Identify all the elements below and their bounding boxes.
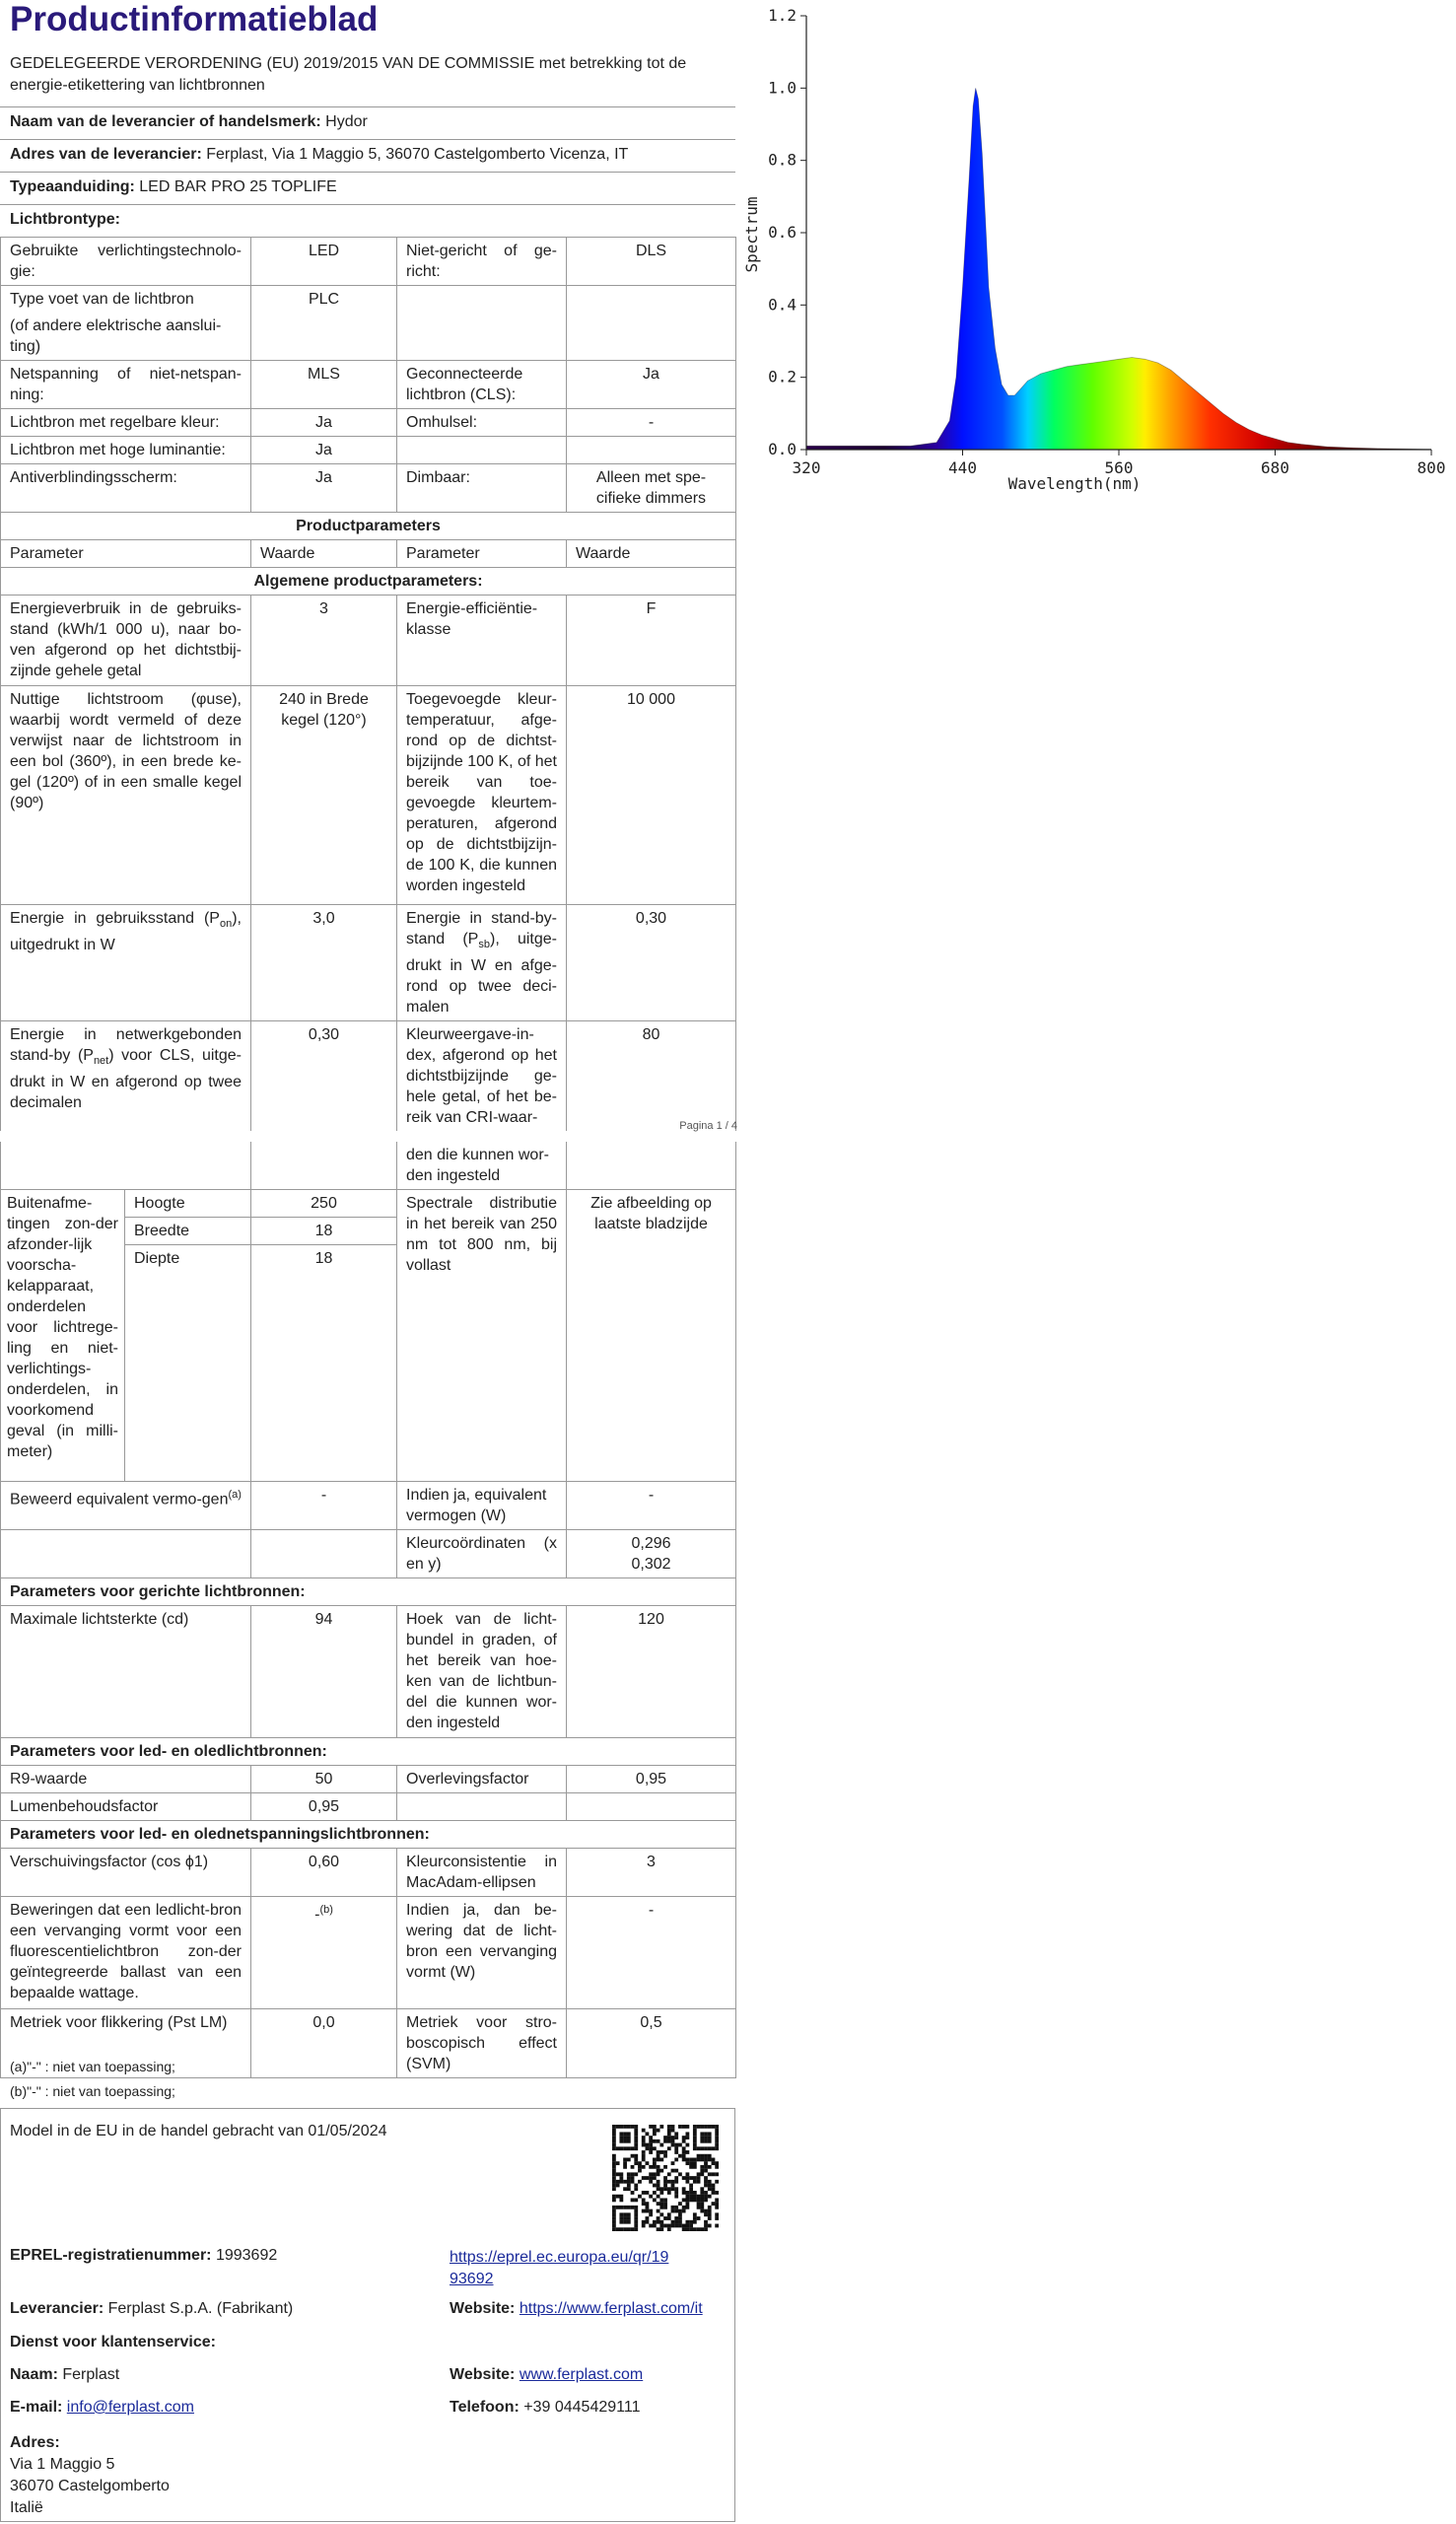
page-1	[0, 0, 737, 1132]
page-title: Productinformatieblad	[10, 0, 379, 38]
x-tick-label: 440	[948, 458, 977, 477]
y-axis-label: Spectrum	[742, 196, 761, 273]
cell-param	[1, 1021, 251, 1132]
table-row	[1, 1897, 736, 2009]
cell-value: 94	[251, 1606, 397, 1738]
cell-value: 0,95	[567, 1766, 736, 1793]
type-row	[0, 172, 735, 202]
cell-value: 0,60	[251, 1849, 397, 1897]
section-heading: Productparameters	[1, 513, 736, 540]
phone-value: +39 0445429111	[523, 2399, 641, 2416]
email-row	[10, 2399, 194, 2417]
cell-value	[567, 1530, 736, 1578]
cell-value: 0,5	[567, 2009, 736, 2078]
lightsource-heading: Lichtbrontype:	[0, 204, 735, 235]
cell-param	[1, 286, 251, 361]
cell-value: Ja	[251, 409, 397, 437]
cell-value: MLS	[251, 361, 397, 409]
cell-param: Overlevingsfactor	[397, 1766, 567, 1793]
page-number: Pagina 1 / 4	[679, 1120, 737, 1132]
cell-value	[251, 1897, 397, 2009]
cell-value: PLC	[251, 286, 397, 361]
service-website-row	[450, 2366, 643, 2384]
cell-param: Kleurweergave-in-dex, afgerond op het dichtstbijzijnde ge-hele getal, of het be-reik van CRI-waar-	[397, 1021, 567, 1132]
x-tick-label: 560	[1104, 458, 1134, 477]
service-name-row	[10, 2366, 119, 2384]
cell-param: Nuttige lichtstroom (φuse), waarbij wordt vermeld of deze verwijst naar de lichtstroom in een bol (360º), in een brede ke-gel (120º) of in een smalle kegel (90º)	[1, 686, 251, 905]
eprel-link-line: https://eprel.ec.europa.eu/qr/19	[450, 2249, 669, 2266]
cell-text: Energie in netwerkgebonden stand-by (P	[10, 1026, 242, 1065]
cell-param	[1, 1482, 251, 1530]
dimension-value: 250	[251, 1190, 397, 1218]
cell-value: -	[567, 1897, 736, 2009]
y-tick-label: 0.4	[768, 295, 797, 315]
cell-subscript: sb	[478, 939, 490, 951]
cell-param: Niet-gericht of ge-richt:	[397, 238, 567, 286]
parameters-table-continued	[0, 1142, 736, 2078]
website-row	[450, 2300, 703, 2318]
cell-text: Beweerd equivalent vermo-gen	[10, 1491, 229, 1508]
column-header: Parameter	[1, 540, 251, 568]
supplier-row	[10, 2300, 293, 2318]
cell-param-line: (of andere elektrische aanslui-ting)	[10, 317, 222, 355]
table-row	[1, 1530, 736, 1578]
cell-param: Lumenbehoudsfactor	[1, 1793, 251, 1821]
address-block	[10, 2432, 170, 2519]
phone-label: Telefoon:	[450, 2399, 520, 2416]
cell-param: R9-waarde	[1, 1766, 251, 1793]
eprel-label: EPREL-registratienummer:	[10, 2247, 212, 2264]
cell-param: Kleurconsistentie in MacAdam-ellipsen	[397, 1849, 567, 1897]
supplier-name-label: Naam van de leverancier of handelsmerk:	[10, 113, 321, 130]
cell-superscript: (a)	[228, 1489, 242, 1501]
y-tick-label: 0.0	[768, 440, 797, 458]
cell-text: ) voor CLS, uitge-drukt in W en afgerond op twee decimalen	[10, 1047, 242, 1112]
cell-value: 0,0	[251, 2009, 397, 2078]
cell-param: Netspanning of niet-netspan-ning:	[1, 361, 251, 409]
service-name-value: Ferplast	[62, 2366, 120, 2383]
address-line: Via 1 Maggio 5	[10, 2456, 115, 2473]
supplier-name-value: Hydor	[325, 113, 368, 130]
cell-value: Alleen met spe-cifieke dimmers	[567, 464, 736, 513]
cell-param: Beweringen dat een ledlicht-bron een vervanging vormt voor een fluorescentielichtbron zon-der geïntegreerde ballast van een bepaalde wattage.	[1, 1897, 251, 2009]
cell-value: LED	[251, 238, 397, 286]
cell-value: 3,0	[251, 905, 397, 1021]
cell-subscript: net	[93, 1055, 109, 1068]
cell-param: Hoek van de licht-bundel in graden, of het bereik van hoe-ken van de lichtbun-del die kunnen wor-den ingesteld	[397, 1606, 567, 1738]
cell-param: Metriek voor flikkering (Pst LM)	[1, 2009, 251, 2078]
cell-text: Energie in gebruiksstand (P	[10, 910, 220, 927]
cell-value	[567, 286, 736, 361]
address-label: Adres:	[10, 2434, 60, 2451]
cell-value	[567, 1142, 736, 1190]
cell-param	[1, 1142, 251, 1190]
table-row	[1, 1190, 736, 1218]
y-tick-label: 0.6	[768, 223, 797, 242]
table-row	[1, 540, 736, 568]
table-row	[1, 1142, 736, 1190]
email-label: E-mail:	[10, 2399, 63, 2416]
cell-value	[251, 1142, 397, 1190]
customer-service-heading: Dienst voor klantenservice:	[10, 2334, 216, 2350]
table-row	[1, 286, 736, 361]
cell-value: Ja	[567, 361, 736, 409]
service-website-link[interactable]: www.ferplast.com	[519, 2366, 644, 2383]
cell-value	[567, 437, 736, 464]
cell-param	[397, 905, 567, 1021]
market-date-text: Model in de EU in de handel gebracht van 01/05/2024	[10, 2123, 387, 2139]
y-tick-label: 0.8	[768, 150, 797, 170]
table-row	[1, 464, 736, 513]
cell-text: Energie in stand-by-stand (P	[406, 910, 557, 947]
section-heading: Parameters voor led- en olednetspanningslichtbronnen:	[1, 1821, 736, 1849]
cell-value: -	[251, 1482, 397, 1530]
table-row	[1, 686, 736, 905]
cell-value: F	[567, 596, 736, 686]
cell-param	[1, 905, 251, 1021]
table-row	[1, 513, 736, 540]
cell-value: Zie afbeelding op laatste bladzijde	[567, 1190, 736, 1482]
cell-value	[567, 1793, 736, 1821]
section-heading: Parameters voor led- en oledlichtbronnen:	[1, 1738, 736, 1766]
cell-text: ), uitge-drukt in W en afge-rond op twee deci-malen	[406, 931, 557, 1017]
y-tick-label: 1.2	[768, 8, 797, 25]
eprel-info-box	[0, 2108, 735, 2522]
cell-value: 240 in Brede kegel (120°)	[251, 686, 397, 905]
cell-value: 120	[567, 1606, 736, 1738]
cell-value: 80	[567, 1021, 736, 1132]
regulation-subtitle: GEDELEGEERDE VERORDENING (EU) 2019/2015 VAN DE COMMISSIE met betrekking tot de energie-etikettering van lichtbronnen	[10, 55, 687, 94]
cell-value: Ja	[251, 464, 397, 513]
supplier-label: Leverancier:	[10, 2300, 104, 2317]
cell-param: Kleurcoördinaten (x en y)	[397, 1530, 567, 1578]
column-header: Waarde	[251, 540, 397, 568]
x-tick-label: 800	[1417, 458, 1446, 477]
chroma-y: 0,302	[631, 1556, 671, 1573]
cell-param: Metriek voor stro-boscopisch effect (SVM)	[397, 2009, 567, 2078]
table-row	[1, 1821, 736, 1849]
section-heading: Algemene productparameters:	[1, 568, 736, 596]
footnote-a: (a)"-" : niet van toepassing;	[10, 2059, 175, 2074]
cell-value: 3	[567, 1849, 736, 1897]
dimension-value: 18	[251, 1218, 397, 1245]
cell-text: -	[314, 1906, 320, 1924]
cell-value: 50	[251, 1766, 397, 1793]
website-label: Website:	[450, 2300, 516, 2317]
cell-value: -	[567, 1482, 736, 1530]
table-row	[1, 1738, 736, 1766]
section-heading: Parameters voor gerichte lichtbronnen:	[1, 1578, 736, 1606]
type-value: LED BAR PRO 25 TOPLIFE	[139, 178, 337, 195]
lightsource-table	[0, 237, 736, 1131]
column-header: Waarde	[567, 540, 736, 568]
type-label: Typeaanduiding:	[10, 178, 135, 195]
footnote-b: (b)"-" : niet van toepassing;	[10, 2083, 175, 2099]
cell-param: Dimbaar:	[397, 464, 567, 513]
cell-param-line: Type voet van de lichtbron	[10, 291, 194, 308]
column-header: Parameter	[397, 540, 567, 568]
cell-param	[397, 1793, 567, 1821]
cell-param: Indien ja, equivalent vermogen (W)	[397, 1482, 567, 1530]
cell-param: Toegevoegde kleur-temperatuur, afge-rond op de dichtst-bijzijnde 100 K, of het bereik van toe-gevoegde kleurtem-peraturen, afgerond op de dichtstbijzijn-de 100 K, die kunnen worden ingesteld	[397, 686, 567, 905]
table-row	[1, 1482, 736, 1530]
cell-param	[1, 1530, 251, 1578]
cell-param: Geconnecteerde lichtbron (CLS):	[397, 361, 567, 409]
y-tick-label: 0.2	[768, 367, 797, 386]
cell-param: Spectrale distributie in het bereik van 250 nm tot 800 nm, bij vollast	[397, 1190, 567, 1482]
cell-param: Lichtbron met regelbare kleur:	[1, 409, 251, 437]
x-tick-label: 320	[792, 458, 821, 477]
eprel-link[interactable]	[450, 2249, 668, 2287]
address-line: 36070 Castelgomberto	[10, 2478, 170, 2494]
cell-param	[397, 286, 567, 361]
cell-param: Energie-efficiëntie-klasse	[397, 596, 567, 686]
chroma-x: 0,296	[631, 1535, 671, 1552]
email-link[interactable]: info@ferplast.com	[66, 2399, 194, 2416]
service-website-label: Website:	[450, 2366, 516, 2383]
cell-value: Ja	[251, 437, 397, 464]
cell-value: DLS	[567, 238, 736, 286]
table-row	[1, 1021, 736, 1132]
cell-param: Energieverbruik in de gebruiks-stand (kWh/1 000 u), naar bo-ven afgerond op het dichtstbij-zijnde gehele getal	[1, 596, 251, 686]
table-row	[1, 1606, 736, 1738]
cell-value	[251, 1530, 397, 1578]
cell-value: 0,30	[251, 1021, 397, 1132]
eprel-link-block	[450, 2247, 668, 2290]
table-row	[1, 1766, 736, 1793]
cell-text: ), uitgedrukt in W	[10, 910, 242, 954]
cell-param: Omhulsel:	[397, 409, 567, 437]
dimension-name: Breedte	[125, 1218, 251, 1245]
cell-param: Antiverblindingsscherm:	[1, 464, 251, 513]
x-tick-label: 680	[1261, 458, 1289, 477]
spectrum-chart	[739, 8, 1449, 501]
table-row	[1, 361, 736, 409]
cell-param: den die kunnen wor-den ingesteld	[397, 1142, 567, 1190]
cell-subscript: on	[219, 918, 233, 931]
table-row	[1, 568, 736, 596]
supplier-address-label: Adres van de leverancier:	[10, 146, 202, 163]
table-row	[1, 1849, 736, 1897]
table-row	[1, 238, 736, 286]
qr-code-icon	[612, 2125, 719, 2231]
supplier-name-row	[0, 106, 735, 137]
table-row	[1, 437, 736, 464]
supplier-value: Ferplast S.p.A. (Fabrikant)	[107, 2300, 294, 2317]
cell-param: Verschuivingsfactor (cos ϕ1)	[1, 1849, 251, 1897]
service-name-label: Naam:	[10, 2366, 58, 2383]
cell-value: 3	[251, 596, 397, 686]
table-row	[1, 1578, 736, 1606]
address-line: Italië	[10, 2499, 43, 2516]
dimensions-label: Buitenafme-tingen zon-der afzonder-lijk voorscha-kelapparaat, onderdelen voor lichtrege-ling en niet-verlichtings-onderdelen, in voorkomend geval (in milli-meter)	[1, 1190, 125, 1482]
eprel-value: 1993692	[215, 2247, 278, 2264]
dimension-name: Hoogte	[125, 1190, 251, 1218]
dimension-name: Diepte	[125, 1245, 251, 1482]
supplier-address-value: Ferplast, Via 1 Maggio 5, 36070 Castelgomberto Vicenza, IT	[206, 146, 629, 163]
table-row	[1, 596, 736, 686]
dimension-value: 18	[251, 1245, 397, 1482]
table-row	[1, 905, 736, 1021]
cell-value: 0,30	[567, 905, 736, 1021]
cell-param: Gebruikte verlichtingstechnolo-gie:	[1, 238, 251, 286]
cell-value: -	[567, 409, 736, 437]
cell-param	[397, 437, 567, 464]
table-row	[1, 409, 736, 437]
cell-value: 0,95	[251, 1793, 397, 1821]
cell-param: Indien ja, dan be-wering dat de licht-bron een vervanging vormt (W)	[397, 1897, 567, 2009]
cell-superscript: (b)	[319, 1904, 333, 1916]
phone-row	[450, 2399, 640, 2417]
cell-value: 10 000	[567, 686, 736, 905]
eprel-row	[10, 2247, 277, 2265]
y-tick-label: 1.0	[768, 78, 797, 98]
x-axis-label: Wavelength(nm)	[1007, 474, 1142, 493]
spectrum-area	[806, 88, 1431, 450]
supplier-address-row	[0, 139, 735, 170]
website-link[interactable]: https://www.ferplast.com/it	[519, 2300, 703, 2317]
cell-param: Maximale lichtsterkte (cd)	[1, 1606, 251, 1738]
cell-param: Lichtbron met hoge luminantie:	[1, 437, 251, 464]
eprel-link-line: 93692	[450, 2271, 494, 2287]
table-row	[1, 1793, 736, 1821]
